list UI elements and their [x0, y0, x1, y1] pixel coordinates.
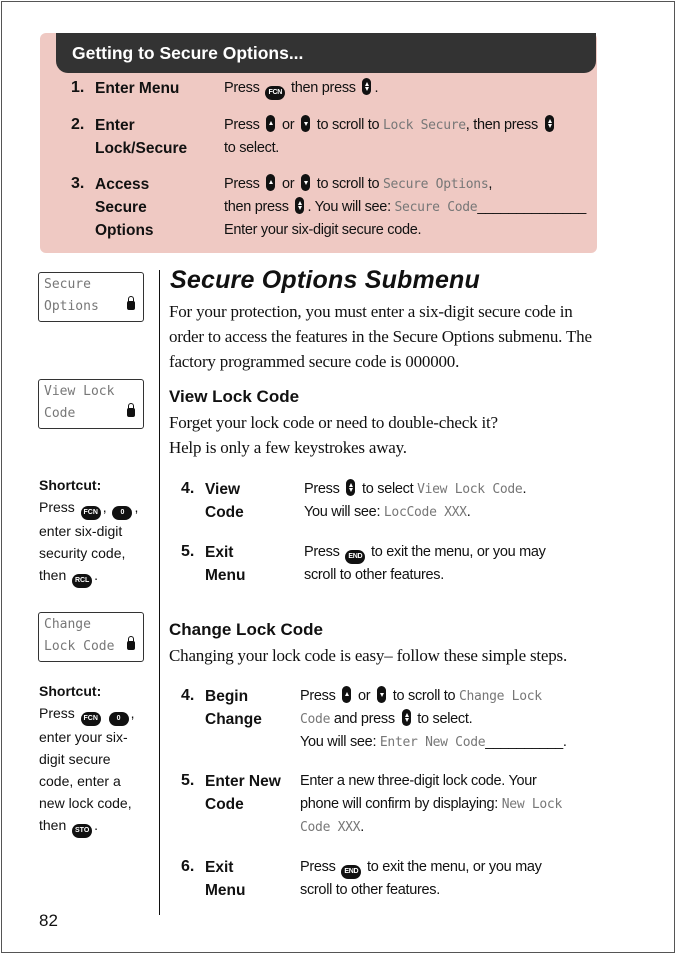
display-line: Code	[44, 406, 76, 421]
text-line	[39, 496, 138, 520]
text-line: Options	[95, 222, 154, 239]
text-line	[300, 879, 542, 902]
text: .	[522, 481, 527, 497]
text: or	[278, 176, 299, 192]
text-line: Secure	[95, 199, 147, 216]
display-text: Secure Code	[394, 200, 478, 215]
text: You will see:	[304, 504, 384, 520]
text: and press	[330, 711, 399, 727]
display-line: Lock Code	[44, 639, 115, 654]
text-line: For your protection, you must enter a six-digit secure code in	[169, 302, 573, 321]
text-line	[224, 137, 557, 160]
text-line	[300, 770, 562, 793]
intro-paragraph	[169, 299, 609, 374]
scroll-sel-key-icon	[545, 115, 554, 132]
text-line	[39, 748, 134, 770]
text: Press	[304, 481, 344, 497]
display-text: Enter New Code	[379, 735, 486, 750]
text-line	[300, 731, 567, 754]
step-number: 4.	[181, 687, 195, 704]
change-intro	[169, 643, 567, 668]
text-line	[300, 685, 567, 708]
text-line	[224, 196, 586, 219]
text: enter your six-	[39, 729, 128, 745]
box-title: Getting to Secure Options...	[72, 43, 304, 63]
text: ,	[488, 176, 493, 192]
scroll-sel-key-icon	[346, 479, 355, 496]
lock-icon	[127, 301, 135, 310]
text: ,	[130, 705, 135, 721]
lock-icon	[127, 641, 135, 650]
text: to scroll to	[389, 688, 459, 704]
text: to scroll to	[313, 117, 383, 133]
display-line: Options	[44, 299, 99, 314]
text: to exit the menu, or you may	[367, 544, 546, 560]
step-description	[300, 685, 567, 754]
step-number: 6.	[181, 858, 195, 875]
text: then press	[287, 80, 360, 96]
text: Press	[300, 859, 340, 875]
display-text: LocCode XXX	[383, 505, 467, 520]
text: or	[278, 117, 299, 133]
text: Enter your six-digit secure code.	[224, 222, 422, 238]
text-line	[39, 542, 138, 564]
step-description	[300, 770, 562, 839]
box-title-bar	[56, 33, 596, 73]
change-lock-code-heading: Change Lock Code	[169, 620, 323, 639]
display-view-lock-code	[38, 379, 144, 429]
text-line	[304, 501, 526, 524]
step-label	[205, 541, 245, 587]
text-line	[39, 726, 134, 748]
text: Press	[39, 499, 79, 515]
text: ,	[102, 499, 111, 515]
scroll-down-key-icon	[301, 174, 310, 191]
text-line	[304, 564, 546, 587]
text: Press	[224, 117, 264, 133]
text-line	[224, 77, 378, 100]
scroll-sel-key-icon	[295, 197, 304, 214]
text-line	[300, 816, 562, 839]
text-line: Code	[205, 504, 244, 521]
lock-icon	[127, 408, 135, 417]
text: to exit the menu, or you may	[363, 859, 542, 875]
text-line	[224, 173, 586, 196]
display-text: Code	[300, 712, 331, 727]
view-intro	[169, 410, 498, 460]
scroll-up-key-icon	[342, 686, 351, 703]
text-line	[39, 770, 134, 792]
step-label	[95, 114, 187, 160]
fcn-key-icon: FCN	[81, 506, 101, 520]
text-line: Code	[205, 796, 244, 813]
text-line	[39, 702, 134, 726]
text-line	[300, 856, 542, 879]
text: enter six-digit	[39, 523, 123, 539]
text: phone will confirm by displaying:	[300, 796, 502, 812]
text: digit secure	[39, 751, 111, 767]
text-line	[304, 541, 546, 564]
text-line: Enter Menu	[95, 80, 180, 97]
step-label	[205, 478, 244, 524]
text-line: Enter New	[205, 773, 281, 790]
text-line	[300, 793, 562, 816]
step-label	[95, 173, 154, 242]
display-line: Change	[44, 617, 91, 632]
text-line: Begin	[205, 688, 249, 705]
text: or	[354, 688, 375, 704]
page-heading: Secure Options Submenu	[170, 266, 481, 294]
text-line: order to access the features in the Secure Options submenu. The	[169, 327, 592, 346]
shortcut-title: Shortcut	[39, 477, 97, 493]
fcn-key-icon: FCN	[265, 86, 285, 100]
text: Press	[39, 705, 79, 721]
text: scroll to other features.	[300, 882, 440, 898]
display-text: Code XXX	[300, 820, 361, 835]
scroll-up-key-icon	[266, 115, 275, 132]
scroll-down-key-icon	[301, 115, 310, 132]
text: Press	[304, 544, 344, 560]
step-description	[300, 856, 542, 902]
step-description	[304, 478, 526, 524]
text: You will see:	[300, 734, 380, 750]
display-text: Secure Options	[382, 177, 489, 192]
text-line	[300, 708, 567, 731]
text: .	[94, 817, 99, 833]
text-line: Exit	[205, 544, 234, 561]
step-label	[205, 685, 262, 731]
display-text: Lock Secure	[382, 118, 466, 133]
shortcut-lines	[39, 702, 134, 838]
text-line: Change	[205, 711, 262, 728]
step-number: 2.	[71, 116, 85, 133]
text-line: Enter	[95, 117, 135, 134]
display-text: View Lock Code	[417, 482, 523, 497]
step-number: 1.	[71, 79, 85, 96]
step-number: 5.	[181, 543, 195, 560]
text-line: factory programmed secure code is 000000.	[169, 352, 460, 371]
sto-key-icon: STO	[72, 824, 92, 838]
scroll-sel-key-icon	[402, 709, 411, 726]
view-lock-code-heading: View Lock Code	[169, 387, 300, 406]
step-description	[304, 541, 546, 587]
display-line: Secure	[44, 277, 91, 292]
text-line	[39, 520, 138, 542]
text: to select.	[224, 140, 280, 156]
0-key-icon: 0	[112, 506, 132, 520]
text-line: Menu	[205, 882, 246, 899]
text-line: Changing your lock code is easy– follow these simple steps.	[169, 646, 568, 665]
step-label	[95, 77, 179, 100]
text-line	[304, 478, 526, 501]
end-key-icon: END	[345, 550, 365, 564]
shortcut-lines	[39, 496, 138, 588]
display-change-lock-code	[38, 612, 144, 662]
text: __________.	[485, 734, 567, 750]
text: .	[466, 504, 471, 520]
text-line	[39, 792, 134, 814]
display-secure-options	[38, 272, 144, 322]
text: .	[360, 819, 364, 835]
text: new lock code,	[39, 795, 132, 811]
text: Enter a new three-digit lock code. Your	[300, 773, 537, 789]
text: to select.	[413, 711, 473, 727]
text: . You will see:	[307, 199, 395, 215]
text-line	[39, 814, 134, 838]
text: then press	[224, 199, 293, 215]
text: scroll to other features.	[304, 567, 444, 583]
shortcut-change: Shortcut: Press FCN 0 , enter your six- digit secure code, enter a new lock code, then STO .	[39, 680, 134, 838]
text: then	[39, 567, 71, 583]
text: Press	[300, 688, 340, 704]
text-line: Lock/Secure	[95, 140, 188, 157]
text: code, enter a	[39, 773, 121, 789]
shortcut-title: Shortcut	[39, 683, 97, 699]
rcl-key-icon: RCL	[72, 574, 92, 588]
display-text: New Lock	[501, 797, 562, 812]
text: Press	[224, 80, 264, 96]
step-number: 3.	[71, 175, 85, 192]
fcn-key-icon: FCN	[81, 712, 101, 726]
text: .	[374, 80, 379, 96]
scroll-up-key-icon	[266, 174, 275, 191]
step-description	[224, 77, 378, 100]
scroll-sel-key-icon	[362, 78, 371, 95]
step-label	[205, 856, 245, 902]
end-key-icon: END	[341, 865, 361, 879]
text: ,	[134, 499, 139, 515]
step-description	[224, 114, 557, 160]
text-line: Menu	[205, 567, 246, 584]
text-line	[224, 219, 586, 242]
step-label	[205, 770, 281, 816]
text-line: Forget your lock code or need to double-check it?	[169, 413, 498, 432]
0-key-icon: 0	[109, 712, 129, 726]
text: Press	[224, 176, 264, 192]
text-line: Help is only a few keystrokes away.	[169, 438, 407, 457]
text-line: Access	[95, 176, 150, 193]
text-line	[224, 114, 557, 137]
text-line: View	[205, 481, 241, 498]
column-divider	[159, 270, 160, 915]
text: , then press	[465, 117, 542, 133]
text: ______________	[477, 199, 587, 215]
step-description	[224, 173, 586, 242]
text: security code,	[39, 545, 126, 561]
page-number: 82	[39, 911, 58, 930]
step-number: 5.	[181, 772, 195, 789]
text: to scroll to	[313, 176, 383, 192]
text-line	[39, 564, 138, 588]
step-number: 4.	[181, 480, 195, 497]
text: then	[39, 817, 71, 833]
text: to select	[358, 481, 418, 497]
text	[103, 705, 107, 721]
shortcut-view: Shortcut: Press FCN , 0 , enter six-digit security code, then RCL .	[39, 474, 138, 588]
text: .	[94, 567, 99, 583]
text-line: Exit	[205, 859, 234, 876]
scroll-down-key-icon	[377, 686, 386, 703]
display-line: View Lock	[44, 384, 115, 399]
display-text: Change Lock	[458, 689, 542, 704]
